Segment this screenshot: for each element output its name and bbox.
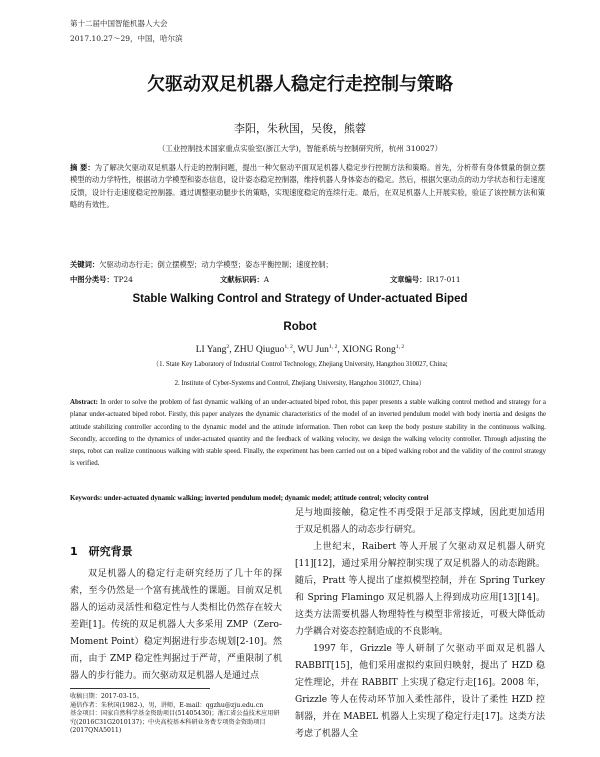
footnote-author: 通信作者：朱秋国(1982-)，男，讲师，E-mail：qgzhu@zju.edu.cn <box>70 701 264 709</box>
keywords-en <box>70 495 546 502</box>
abstract-en <box>70 397 546 471</box>
keywords-cn <box>70 260 333 270</box>
author-2-affil: 1, 2 <box>284 344 293 350</box>
classification-line <box>70 275 530 285</box>
abstract-cn <box>70 162 545 212</box>
abstract-en-label: Abstract: <box>70 399 98 406</box>
footnote <box>70 693 282 736</box>
abstract-cn-label: 摘 要： <box>70 163 95 172</box>
keywords-en-label: Keywords: <box>70 495 103 502</box>
right-column <box>295 505 545 743</box>
conference-date-place: 2017.10.27～29，中国，哈尔滨 <box>70 34 183 43</box>
author-4: , XIONG Rong <box>337 345 396 356</box>
section-1-paragraph-continued: 足与地面接触，稳定性不再受限于足部支撑域，因此更加适用于双足机器人的动态步行研究。 <box>295 508 545 535</box>
article-no-value: IR17-011 <box>426 275 461 284</box>
keywords-cn-label: 关键词： <box>70 260 100 269</box>
title-en-line1: Stable Walking Control and Strategy of Under-actuated Biped <box>132 293 468 305</box>
author-1: LI Yang <box>195 345 227 356</box>
title-en <box>0 285 600 341</box>
authors-en <box>0 344 600 355</box>
conference-name: 第十二届中国智能机器人大会 <box>70 19 168 28</box>
clc-label: 中图分类号： <box>70 275 114 284</box>
authors-cn: 李阳，朱秋国，吴俊，熊蓉 <box>234 122 366 135</box>
author-2: , ZHU Qiuguo <box>229 345 285 356</box>
author-3-affil: 1, 2 <box>328 344 338 350</box>
author-3: , WU Jun <box>292 345 329 356</box>
keywords-en-text: under-actuated dynamic walking; inverted pendulum model; dynamic model; attitude control; velocity control <box>103 495 429 502</box>
doc-code-label: 文献标识码： <box>220 275 264 284</box>
article-no-label: 文章编号： <box>390 275 427 284</box>
title-en-line2: Robot <box>283 321 317 333</box>
section-1-paragraph-1: 双足机器人的稳定行走研究经历了几十年的探索，至今仍然是一个富有挑战性的课题。目前双足机器人的运动灵活性和稳定性与人类相比仍然存在较大差距[1]。传统的双足机器人大多采用 ZMP（Zero-Moment Point）稳定判据进行步态规划[2-10]。然而，由于 ZMP 稳定性判据过于严苛，严重限制了机器人的步行能力。而欠驱动双足机器人是通过点 <box>70 569 282 681</box>
abstract-en-text: In order to solve the problem of fast dynamic walking of an under-actuated biped robot, this paper presents a stable walking control method and strategy for a planar under-actuated biped robot. Firstly, this paper analyzes the dynamic characteristics of the model of an inverted pendulum model with body inertia and designs the attitude stabilizing controller according to the dynamic model and the attitude information. Then robot can keep the body posture stability in the continuous walking. Secondly, according to the dynamics of under-actuated quantity and the feedback of walking velocity, we design the walking velocity controller. Through adjusting the steps, robot can realize continuous walking with stable speed. Finally, the experiment has been carried out on a biped walking robot and the validity of the control strategy is verified. <box>70 399 546 468</box>
affiliation-en-2: 2. Institute of Cyber-Systems and Control, Zhejiang University, Hangzhou 310027, China） <box>174 380 426 387</box>
doc-code-value: A <box>263 275 270 284</box>
author-1-affil: 2 <box>226 344 230 350</box>
affiliation-en-1: （1. State Key Laboratory of Industrial Control Technology, Zhejiang University, Hangzhou 310027, China; <box>152 361 448 368</box>
keywords-cn-text: 欠驱动动态行走；倒立摆模型；动力学模型；姿态平衡控制；速度控制； <box>99 260 333 269</box>
abstract-cn-text: 为了解决欠驱动双足机器人行走的控制问题，提出一种欠驱动平面双足机器人稳定步行控制方法和策略。首先，分析带有身体惯量的倒立摆模型的动力学特性，根据动力学模型和姿态信息，设计姿态稳定控制器，维持机器人身体姿态的稳定。然后，根据欠驱动点的动力学状态和行走速度反馈，设计行走速度稳定控制器。通过调整驱动腿步长的策略，实现速度稳定的连续行走。最后，在双足机器人上开展实验，验证了该控制方法和策略的有效性。 <box>70 163 545 210</box>
clc-value: TP24 <box>113 275 133 284</box>
section-1-paragraph-2: 上世纪末，Raibert 等人开展了欠驱动双足机器人研究[11][12]，通过采用分解控制实现了双足机器人的动态跑跳。随后，Pratt 等人提出了虚拟模型控制，并在 Spring Turkey 和 Spring Flamingo 双足机器人上得到成功应用[13][14]。这类方法需要机器人物理特性与模型非常接近，可极大降低动力学耦合对姿态控制造成的不良影响。 <box>295 542 545 637</box>
author-4-affil: 1, 2 <box>395 344 405 350</box>
footnote-received: 收稿日期：2017-03-15。 <box>70 693 143 700</box>
footnote-fund: 基金项目：国家自然科学基金资助项目(51405430)；浙江省公益技术应用研究(2016C31G2010137)；中央高校基本科研业务费专项资金资助项目(2017QNA5011) <box>70 710 280 735</box>
affiliation-cn: （工业控制技术国家重点实验室(浙江大学)，智能系统与控制研究所，杭州 310027） <box>157 144 443 153</box>
section-1-heading: 1 研究背景 <box>70 545 133 558</box>
section-1-paragraph-3: 1997 年，Grizzle 等人研制了欠驱动平面双足机器人 RABBIT[15]，他们采用虚拟约束回归映射，提出了 HZD 稳定性理论，并在 RABBIT 上实现了稳定行走[16]。2008 年，Grizzle 等人在传动环节加入柔性部件，设计了柔性 HZD 控制器，并在 MABEL 机器人上实现了稳定行走[17]。这类方法考虑了机器人全 <box>295 644 545 739</box>
page-title: 欠驱动双足机器人稳定行走控制与策略 <box>147 74 453 95</box>
footnote-divider <box>70 688 210 689</box>
